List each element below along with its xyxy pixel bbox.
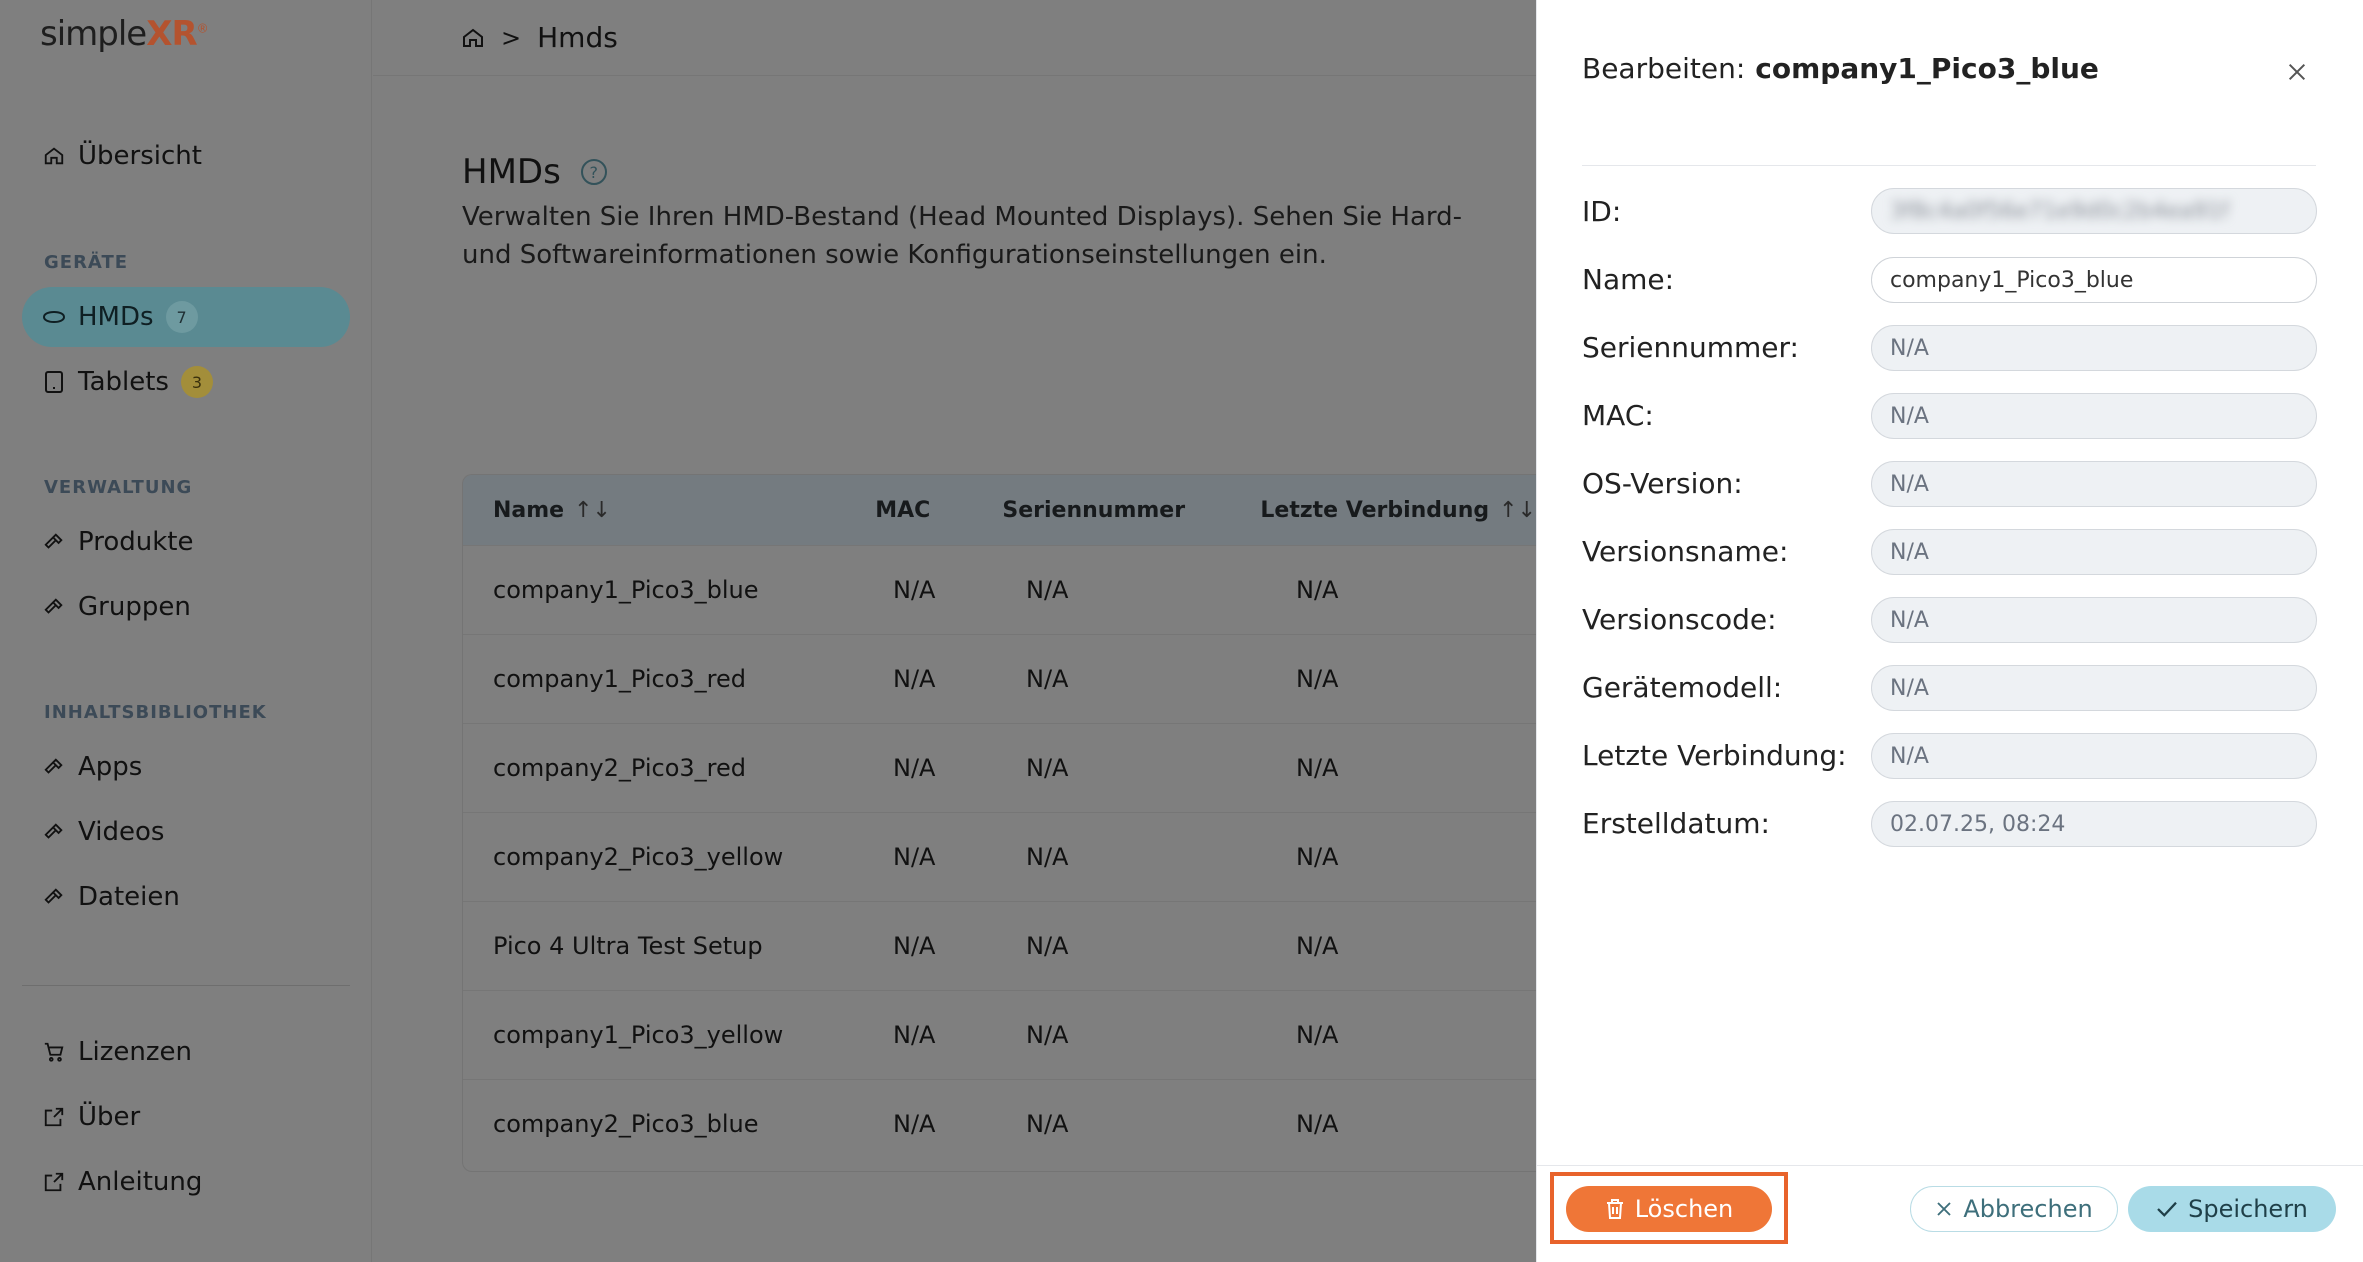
breadcrumb-current: Hmds xyxy=(537,21,618,54)
cell-mac: N/A xyxy=(893,1110,936,1138)
edit-panel xyxy=(1536,0,2363,1262)
table-row[interactable] xyxy=(463,545,1536,634)
sidebar-item-products[interactable] xyxy=(22,512,350,572)
sidebar-item-label: Apps xyxy=(78,752,143,782)
help-icon[interactable]: ? xyxy=(581,159,607,185)
cell-name: Pico 4 Ultra Test Setup xyxy=(493,932,763,960)
hammer-icon xyxy=(42,530,66,554)
column-header-label: Name xyxy=(493,497,565,523)
field-label-version-name: Versionsname: xyxy=(1582,535,1789,568)
save-button[interactable] xyxy=(2128,1186,2336,1232)
table-row[interactable] xyxy=(463,1079,1536,1168)
panel-title-prefix: Bearbeiten: xyxy=(1582,52,1746,85)
mac-field: N/A xyxy=(1871,393,2317,439)
table-row[interactable] xyxy=(463,901,1536,990)
cell-serial: N/A xyxy=(1026,843,1069,871)
field-label-version-code: Versionscode: xyxy=(1582,603,1777,636)
count-badge: 7 xyxy=(166,301,198,333)
sidebar-item-label: Tablets xyxy=(78,367,169,397)
logo[interactable] xyxy=(40,14,208,54)
field-label-mac: MAC: xyxy=(1582,399,1654,432)
logo-xr: XR xyxy=(146,14,197,54)
home-icon[interactable] xyxy=(461,26,485,50)
field-label-id: ID: xyxy=(1582,195,1622,228)
cell-name: company2_Pico3_red xyxy=(493,754,746,782)
cell-last-connection: N/A xyxy=(1296,1110,1339,1138)
column-header-serial[interactable]: Seriennummer xyxy=(1002,497,1186,523)
field-label-last-connection: Letzte Verbindung: xyxy=(1582,739,1847,772)
sidebar-item-label: Produkte xyxy=(78,527,194,557)
home-icon xyxy=(42,144,66,168)
save-label: Speichern xyxy=(2188,1195,2308,1223)
cell-serial: N/A xyxy=(1026,576,1069,604)
sidebar-item-groups[interactable] xyxy=(22,577,350,637)
delete-label: Löschen xyxy=(1634,1195,1734,1223)
field-label-device-model: Gerätemodell: xyxy=(1582,671,1783,704)
close-button[interactable] xyxy=(2277,52,2317,92)
hammer-icon xyxy=(42,885,66,909)
id-value: 3f8c4a0f56e71e9d0c2b4ea91f xyxy=(1890,198,2229,224)
sidebar-item-tablets[interactable] xyxy=(22,352,350,412)
version-name-field: N/A xyxy=(1871,529,2317,575)
delete-button[interactable] xyxy=(1566,1186,1772,1232)
cell-serial: N/A xyxy=(1026,665,1069,693)
cell-serial: N/A xyxy=(1026,1021,1069,1049)
sort-icon[interactable]: ↑↓ xyxy=(574,497,611,523)
cell-serial: N/A xyxy=(1026,1110,1069,1138)
cell-last-connection: N/A xyxy=(1296,843,1339,871)
close-icon xyxy=(1935,1200,1953,1218)
cell-last-connection: N/A xyxy=(1296,932,1339,960)
hammer-icon xyxy=(42,820,66,844)
sort-icon[interactable]: ↑↓ xyxy=(1499,497,1536,523)
field-label-name: Name: xyxy=(1582,263,1675,296)
sidebar-item-videos[interactable] xyxy=(22,802,350,862)
cell-last-connection: N/A xyxy=(1296,754,1339,782)
id-field xyxy=(1871,188,2317,234)
cell-serial: N/A xyxy=(1026,932,1069,960)
cell-name: company1_Pico3_red xyxy=(493,665,746,693)
field-label-serial: Seriennummer: xyxy=(1582,331,1799,364)
cancel-label: Abbrechen xyxy=(1963,1195,2093,1223)
cell-name: company1_Pico3_yellow xyxy=(493,1021,784,1049)
cancel-button[interactable] xyxy=(1910,1186,2118,1232)
cell-mac: N/A xyxy=(893,754,936,782)
cart-icon xyxy=(42,1040,66,1064)
table-row[interactable] xyxy=(463,634,1536,723)
cell-mac: N/A xyxy=(893,665,936,693)
logo-reg: ® xyxy=(196,21,208,36)
panel-title xyxy=(1582,52,2099,85)
headset-icon xyxy=(42,305,66,329)
page-title xyxy=(462,152,607,192)
trash-icon xyxy=(1605,1198,1625,1220)
sidebar-divider xyxy=(22,985,350,986)
sidebar-item-label: Videos xyxy=(78,817,165,847)
sidebar-item-apps[interactable] xyxy=(22,737,350,797)
page-title-text: HMDs xyxy=(462,152,561,192)
external-link-icon xyxy=(42,1170,66,1194)
created-field: 02.07.25, 08:24 xyxy=(1871,801,2317,847)
hammer-icon xyxy=(42,595,66,619)
version-code-field: N/A xyxy=(1871,597,2317,643)
sidebar-item-label: Anleitung xyxy=(78,1167,203,1197)
last-connection-field: N/A xyxy=(1871,733,2317,779)
table-row[interactable] xyxy=(463,812,1536,901)
topbar xyxy=(373,0,1536,76)
sidebar-item-files[interactable] xyxy=(22,867,350,927)
cell-serial: N/A xyxy=(1026,754,1069,782)
breadcrumb xyxy=(461,21,618,54)
page-description: Verwalten Sie Ihren HMD-Bestand (Head Mounted Displays). Sehen Sie Hard- und Softwareinformationen sowie Konfigurationseinstellungen ein. xyxy=(462,202,1463,270)
sidebar-item-label: Dateien xyxy=(78,882,180,912)
sidebar-item-label: Gruppen xyxy=(78,592,191,622)
panel-divider xyxy=(1582,165,2316,166)
cell-mac: N/A xyxy=(893,843,936,871)
table-header xyxy=(463,475,1536,545)
cell-last-connection: N/A xyxy=(1296,665,1339,693)
sidebar xyxy=(0,0,372,1262)
check-icon xyxy=(2156,1200,2178,1218)
name-field[interactable]: company1_Pico3_blue xyxy=(1871,257,2317,303)
section-management: VERWALTUNG xyxy=(44,477,193,498)
breadcrumb-separator: > xyxy=(501,23,522,52)
cell-mac: N/A xyxy=(893,932,936,960)
sidebar-item-label: Über xyxy=(78,1102,141,1132)
cell-last-connection: N/A xyxy=(1296,1021,1339,1049)
table-row[interactable] xyxy=(463,723,1536,812)
tablet-icon xyxy=(42,370,66,394)
field-label-os-version: OS-Version: xyxy=(1582,467,1743,500)
sidebar-item-licenses[interactable] xyxy=(22,1022,350,1082)
column-header-name[interactable] xyxy=(463,498,875,523)
cell-name: company1_Pico3_blue xyxy=(493,576,759,604)
count-badge: 3 xyxy=(181,366,213,398)
sidebar-item-guide[interactable] xyxy=(22,1152,350,1212)
field-label-created: Erstelldatum: xyxy=(1582,807,1770,840)
sidebar-item-hmds[interactable] xyxy=(22,287,350,347)
panel-title-name: company1_Pico3_blue xyxy=(1755,52,2099,85)
column-header-label: Letzte Verbindung xyxy=(1260,497,1490,523)
hammer-icon xyxy=(42,755,66,779)
section-devices: GERÄTE xyxy=(44,252,129,273)
os-version-field: N/A xyxy=(1871,461,2317,507)
sidebar-item-overview[interactable] xyxy=(22,126,350,186)
cell-name: company2_Pico3_blue xyxy=(493,1110,759,1138)
sidebar-item-label: Übersicht xyxy=(78,141,202,171)
table-row[interactable] xyxy=(463,990,1536,1079)
close-icon xyxy=(2286,61,2308,83)
cell-last-connection: N/A xyxy=(1296,576,1339,604)
logo-simple: simple xyxy=(40,14,147,54)
sidebar-item-label: Lizenzen xyxy=(78,1037,192,1067)
column-header-mac[interactable]: MAC xyxy=(875,497,931,523)
device-model-field: N/A xyxy=(1871,665,2317,711)
cell-mac: N/A xyxy=(893,1021,936,1049)
cell-mac: N/A xyxy=(893,576,936,604)
sidebar-item-label: HMDs xyxy=(78,302,154,332)
external-link-icon xyxy=(42,1105,66,1129)
serial-field: N/A xyxy=(1871,325,2317,371)
column-header-last-connection[interactable] xyxy=(1260,498,1536,523)
cell-name: company2_Pico3_yellow xyxy=(493,843,784,871)
hmd-table xyxy=(462,474,1536,1172)
section-library: INHALTSBIBLIOTHEK xyxy=(44,702,267,723)
panel-footer-divider xyxy=(1537,1165,2363,1166)
sidebar-item-about[interactable] xyxy=(22,1087,350,1147)
